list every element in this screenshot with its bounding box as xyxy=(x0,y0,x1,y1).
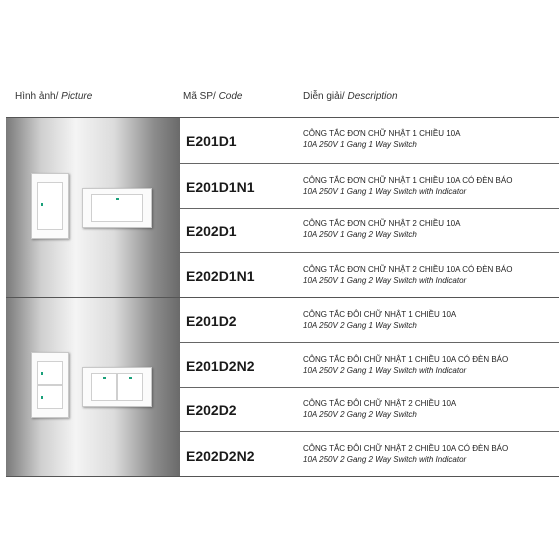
header-description-en: Description xyxy=(344,91,398,102)
product-description xyxy=(303,398,456,420)
product-description xyxy=(303,354,508,376)
table-row xyxy=(180,118,559,163)
product-code: E202D2N2 xyxy=(186,448,255,464)
table-row xyxy=(180,253,559,297)
indicator-dot xyxy=(103,377,106,379)
product-description xyxy=(303,443,508,465)
description-en: 10A 250V 1 Gang 1 Way Switch xyxy=(303,140,417,149)
header-code-vi: Mã SP/ xyxy=(183,91,216,102)
indicator-dot xyxy=(116,198,119,200)
description-en: 10A 250V 2 Gang 2 Way Switch xyxy=(303,410,417,419)
table-row xyxy=(180,209,559,252)
header-picture-vi: Hình ảnh/ xyxy=(15,91,59,102)
table-row xyxy=(180,298,559,342)
product-description xyxy=(303,218,460,240)
header-code xyxy=(183,91,242,102)
product-code: E201D1 xyxy=(186,133,237,149)
product-code: E202D1 xyxy=(186,223,237,239)
header-description-vi: Diễn giải/ xyxy=(303,91,345,102)
product-code: E201D2N2 xyxy=(186,358,255,374)
header-picture-en: Picture xyxy=(58,91,93,102)
table-row xyxy=(180,164,559,208)
horizontal-switch-single-image xyxy=(82,188,152,228)
description-vi: CÔNG TẮC ĐƠN CHỮ NHẬT 1 CHIỀU 10A xyxy=(303,129,461,138)
table-row xyxy=(180,388,559,431)
switch-key-right xyxy=(117,373,143,401)
description-vi: CÔNG TẮC ĐƠN CHỮ NHẬT 2 CHIỀU 10A CÓ ĐÈN BÁO xyxy=(303,265,513,274)
table-bottom-rule xyxy=(6,476,559,477)
description-vi: CÔNG TẮC ĐÔI CHỮ NHẬT 2 CHIỀU 10A CÓ ĐÈN BÁO xyxy=(303,444,509,453)
header-picture xyxy=(15,91,92,102)
table-row xyxy=(180,343,559,387)
switch-key-upper xyxy=(37,361,63,385)
description-vi: CÔNG TẮC ĐƠN CHỮ NHẬT 1 CHIỀU 10A CÓ ĐÈN BÁO xyxy=(303,176,513,185)
vertical-switch-double-image xyxy=(31,352,69,418)
product-description xyxy=(303,175,512,197)
table-header xyxy=(0,88,559,108)
horizontal-switch-double-image xyxy=(82,367,152,407)
description-en: 10A 250V 1 Gang 1 Way Switch with Indicator xyxy=(303,187,467,196)
header-code-en: Code xyxy=(215,91,243,102)
description-en: 10A 250V 1 Gang 2 Way Switch with Indicator xyxy=(303,276,467,285)
indicator-dot xyxy=(129,377,132,379)
product-code: E202D2 xyxy=(186,402,237,418)
product-description xyxy=(303,128,460,150)
description-en: 10A 250V 1 Gang 2 Way Switch xyxy=(303,230,417,239)
switch-key xyxy=(91,194,143,222)
product-description xyxy=(303,309,456,331)
description-vi: CÔNG TẮC ĐÔI CHỮ NHẬT 1 CHIỀU 10A xyxy=(303,310,457,319)
product-code: E202D1N1 xyxy=(186,268,255,284)
indicator-dot xyxy=(41,372,43,375)
header-description xyxy=(303,91,398,102)
indicator-dot xyxy=(41,396,43,399)
switch-key-lower xyxy=(37,385,63,409)
table-row xyxy=(180,432,559,476)
vertical-switch-single-image xyxy=(31,173,69,239)
product-description xyxy=(303,264,512,286)
description-en: 10A 250V 2 Gang 1 Way Switch with Indicator xyxy=(303,366,467,375)
description-vi: CÔNG TẮC ĐƠN CHỮ NHẬT 2 CHIỀU 10A xyxy=(303,219,461,228)
switch-key xyxy=(37,182,63,230)
description-vi: CÔNG TẮC ĐÔI CHỮ NHẬT 1 CHIỀU 10A CÓ ĐÈN BÁO xyxy=(303,355,509,364)
switch-key-left xyxy=(91,373,117,401)
product-code: E201D2 xyxy=(186,313,237,329)
product-code: E201D1N1 xyxy=(186,179,255,195)
indicator-dot xyxy=(41,203,43,206)
description-en: 10A 250V 2 Gang 1 Way Switch xyxy=(303,321,417,330)
description-en: 10A 250V 2 Gang 2 Way Switch with Indicator xyxy=(303,455,467,464)
description-vi: CÔNG TẮC ĐÔI CHỮ NHẬT 2 CHIỀU 10A xyxy=(303,399,457,408)
